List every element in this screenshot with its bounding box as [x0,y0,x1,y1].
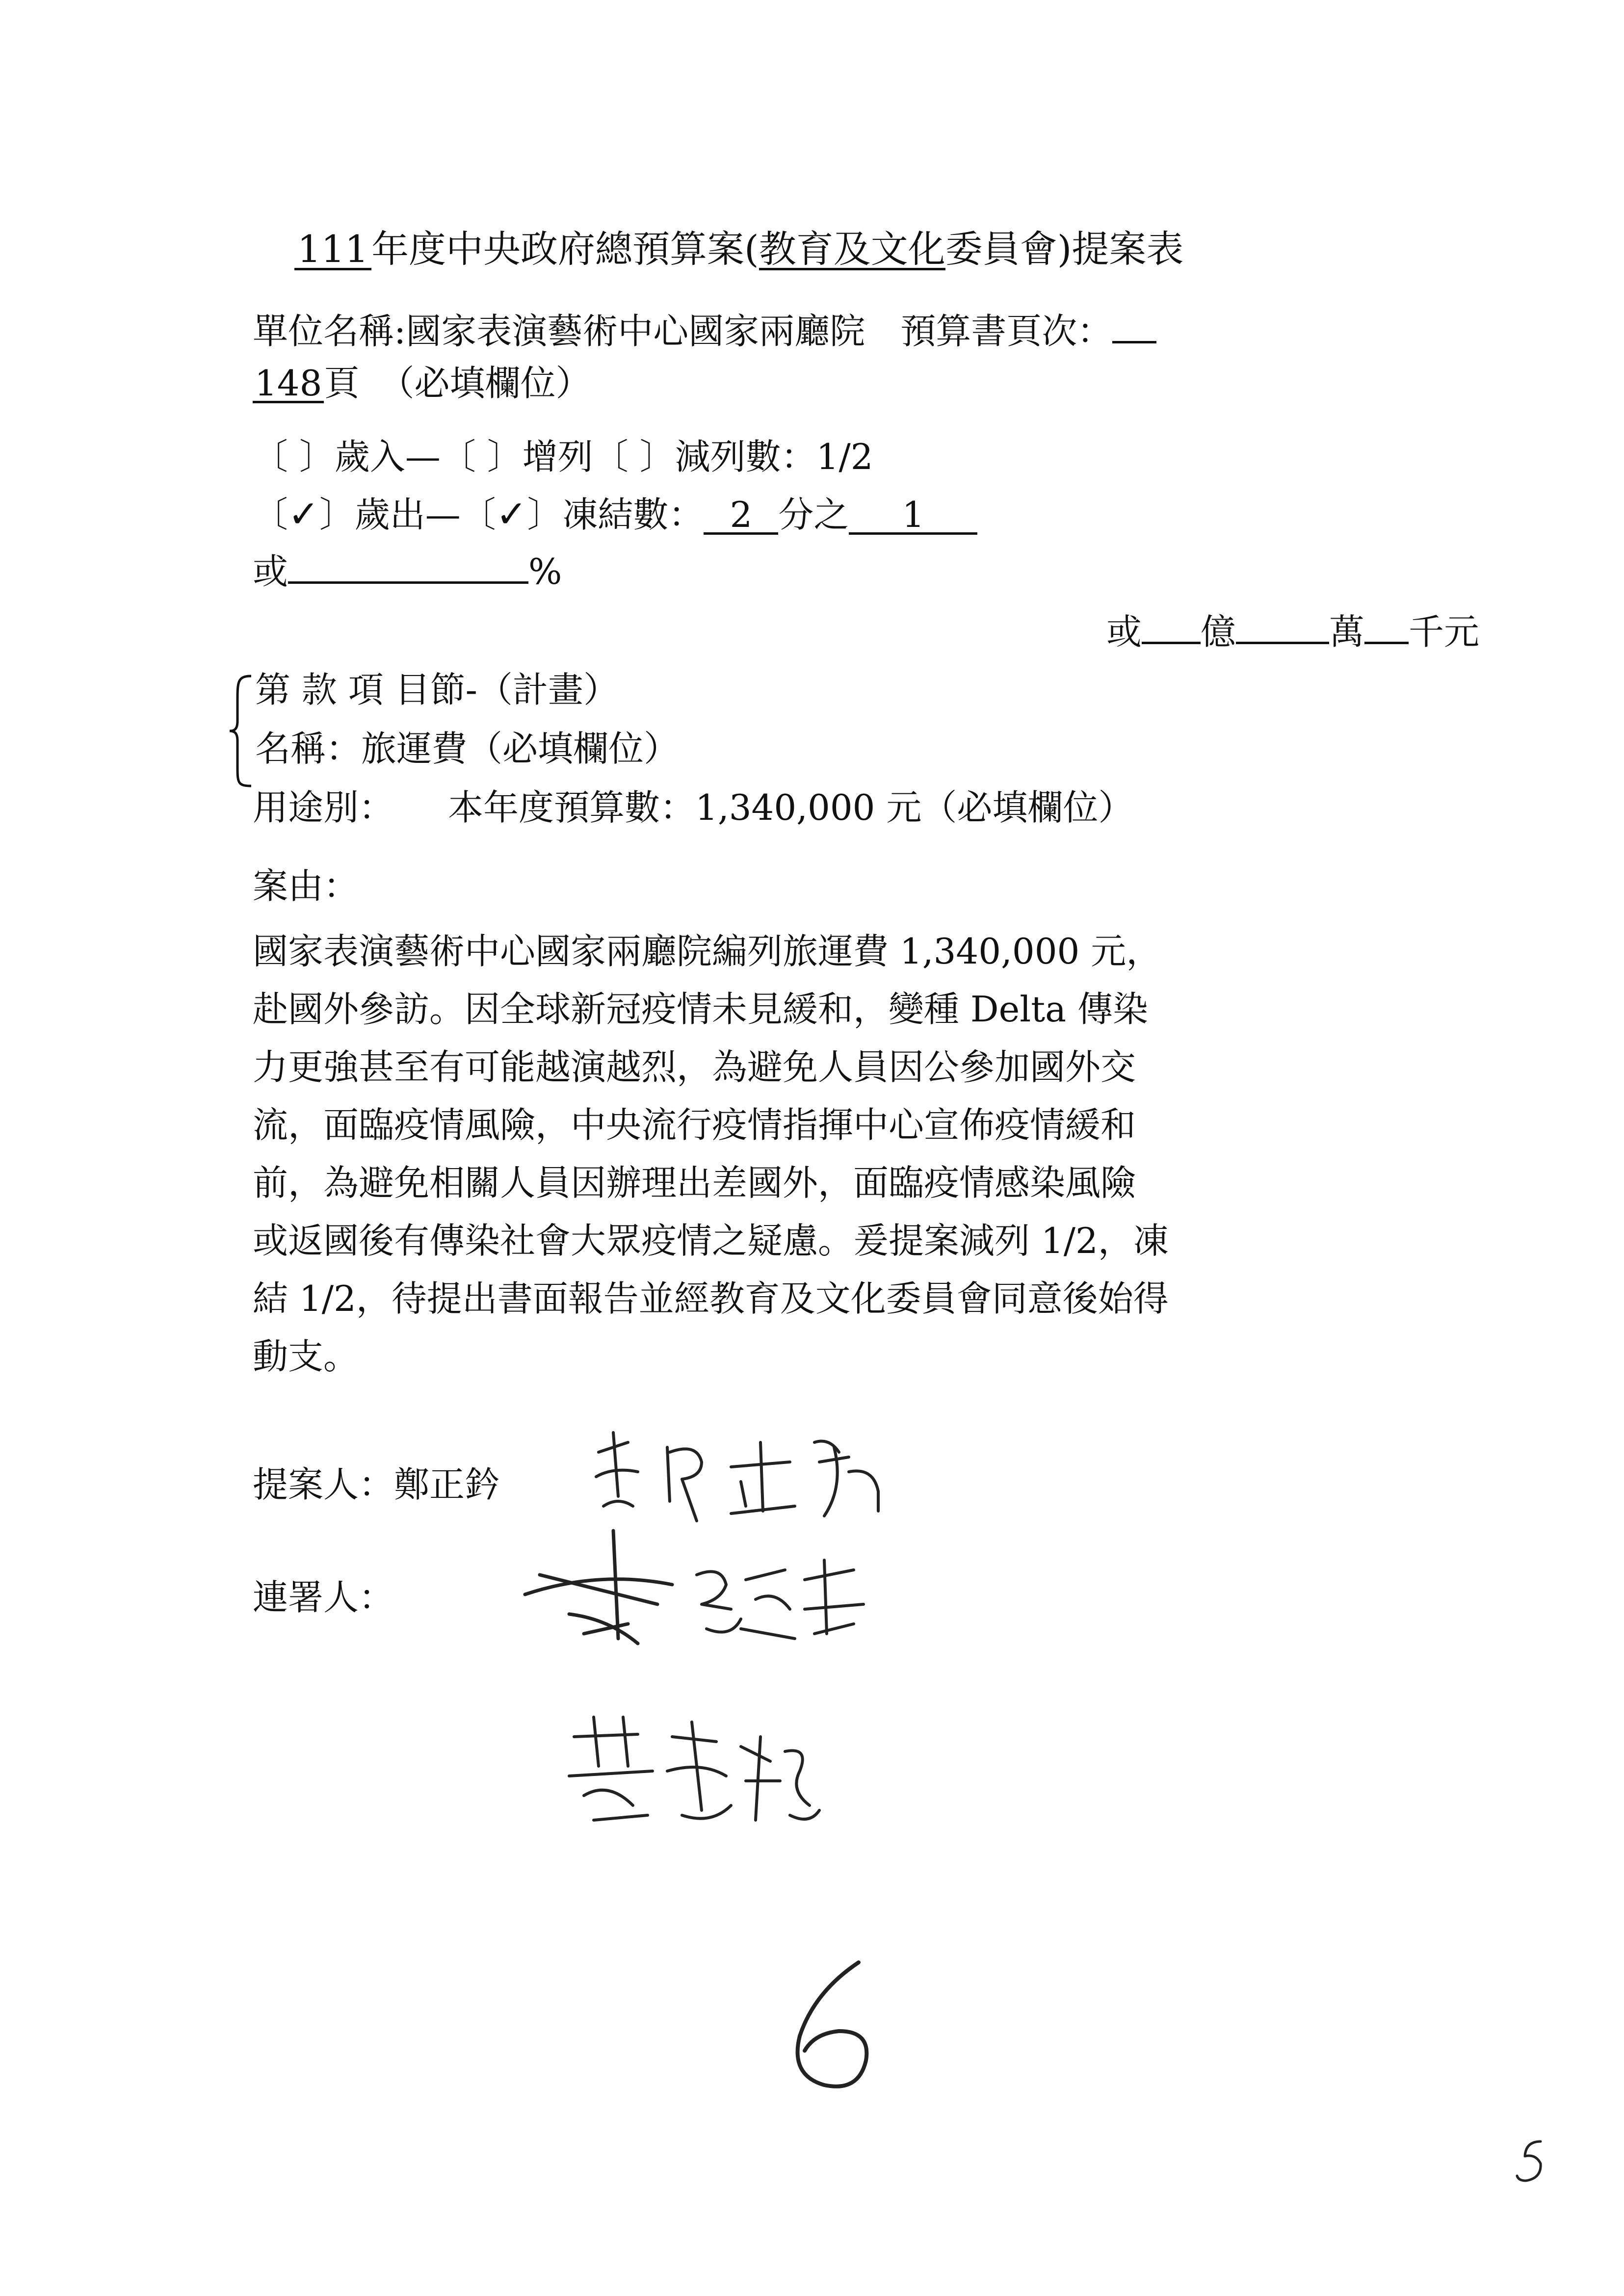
freeze-label: 〕凍結數： [527,494,704,535]
amount-or-label: 或 [1106,611,1142,652]
usage-row [253,787,1134,828]
amount-wan-blank [1236,612,1329,644]
amount-qian-blank [1364,612,1409,644]
percent-row [253,551,562,592]
handwritten-corner-mark [1511,2134,1550,2188]
reason-label: 案由： [253,865,359,907]
title-year: 111 [294,231,371,270]
form-title [294,227,1184,271]
unit-page-suffix: 頁 [324,363,360,404]
unit-name: 單位名稱:國家表演藝術中心國家兩廳院 預算書頁次： [253,311,1113,352]
item-line-1: 第 款 項 目節-（計畫） [255,669,619,710]
freeze-denominator: 2 [704,497,778,535]
usage-label: 用途別： [253,787,394,828]
percent-or-label: 或 [253,551,288,592]
expenditure-open-bracket: 〔 [253,494,288,535]
freeze-numerator: 1 [849,497,977,535]
budget-amount: 本年度預算數：1,340,000 元（必填欄位） [448,787,1134,828]
cosigner-signature-1 [510,1521,883,1658]
unit-page-line [253,365,591,403]
expenditure-row [253,492,977,536]
checkmark-icon: ✓ [496,492,527,536]
cosigner-label: 連署人： [253,1577,394,1618]
title-text-1: 年度中央政府總預算案( [371,227,759,271]
amount-qian-label: 千元 [1409,611,1480,652]
amount-wan-label: 萬 [1329,611,1365,652]
cosigner-signature-2 [554,1707,829,1835]
title-text-2: 委員會)提案表 [945,227,1184,271]
fraction-word: 分之 [778,494,849,535]
proposer-signature [584,1423,898,1531]
unit-line [253,311,1156,352]
amount-yi-blank [1142,612,1201,644]
amount-row [1106,612,1479,650]
unit-required: （必填欄位） [379,363,591,404]
checkmark-icon: ✓ [288,492,319,536]
unit-page-number: 148 [253,365,324,403]
corner-mark-text: 5 [1511,2134,1512,2135]
item-line-2: 名稱：旅運費（必填欄位） [255,728,680,769]
item-brace [227,672,256,790]
expenditure-label: 〕歲出—〔 [319,494,496,535]
title-committee: 教育及文化 [759,227,945,271]
reason-body: 國家表演藝術中心國家兩廳院編列旅運費 1,340,000 元， 赴國外參訪。因全球新冠疫情未見緩和，變種 Delta 傳染 力更強甚至有可能越演越烈，為避免人員因公參加國外交 流，面臨疫情風險，中央流行疫情指揮中心宣佈疫情緩和 前，為避免相關人員因辦理出差國外，面臨疫情感染風險 或返國後有傳染社會大眾疫情之疑慮。爰提案減列 1/2，凍 結 1/2，待提出書面報告並經教育及文化委員會同意後始得 動支。 [253,931,1169,1377]
percent-blank [288,552,528,584]
percent-sign: % [528,551,562,592]
amount-yi-label: 億 [1201,611,1236,652]
handwritten-page-number [775,1953,893,2100]
revenue-row: 〔 〕歲入—〔 〕增列〔 〕減列數：1/2 [253,436,873,477]
proposer-label: 提案人：鄭正鈐 [253,1464,500,1505]
unit-page-blank [1112,312,1156,343]
